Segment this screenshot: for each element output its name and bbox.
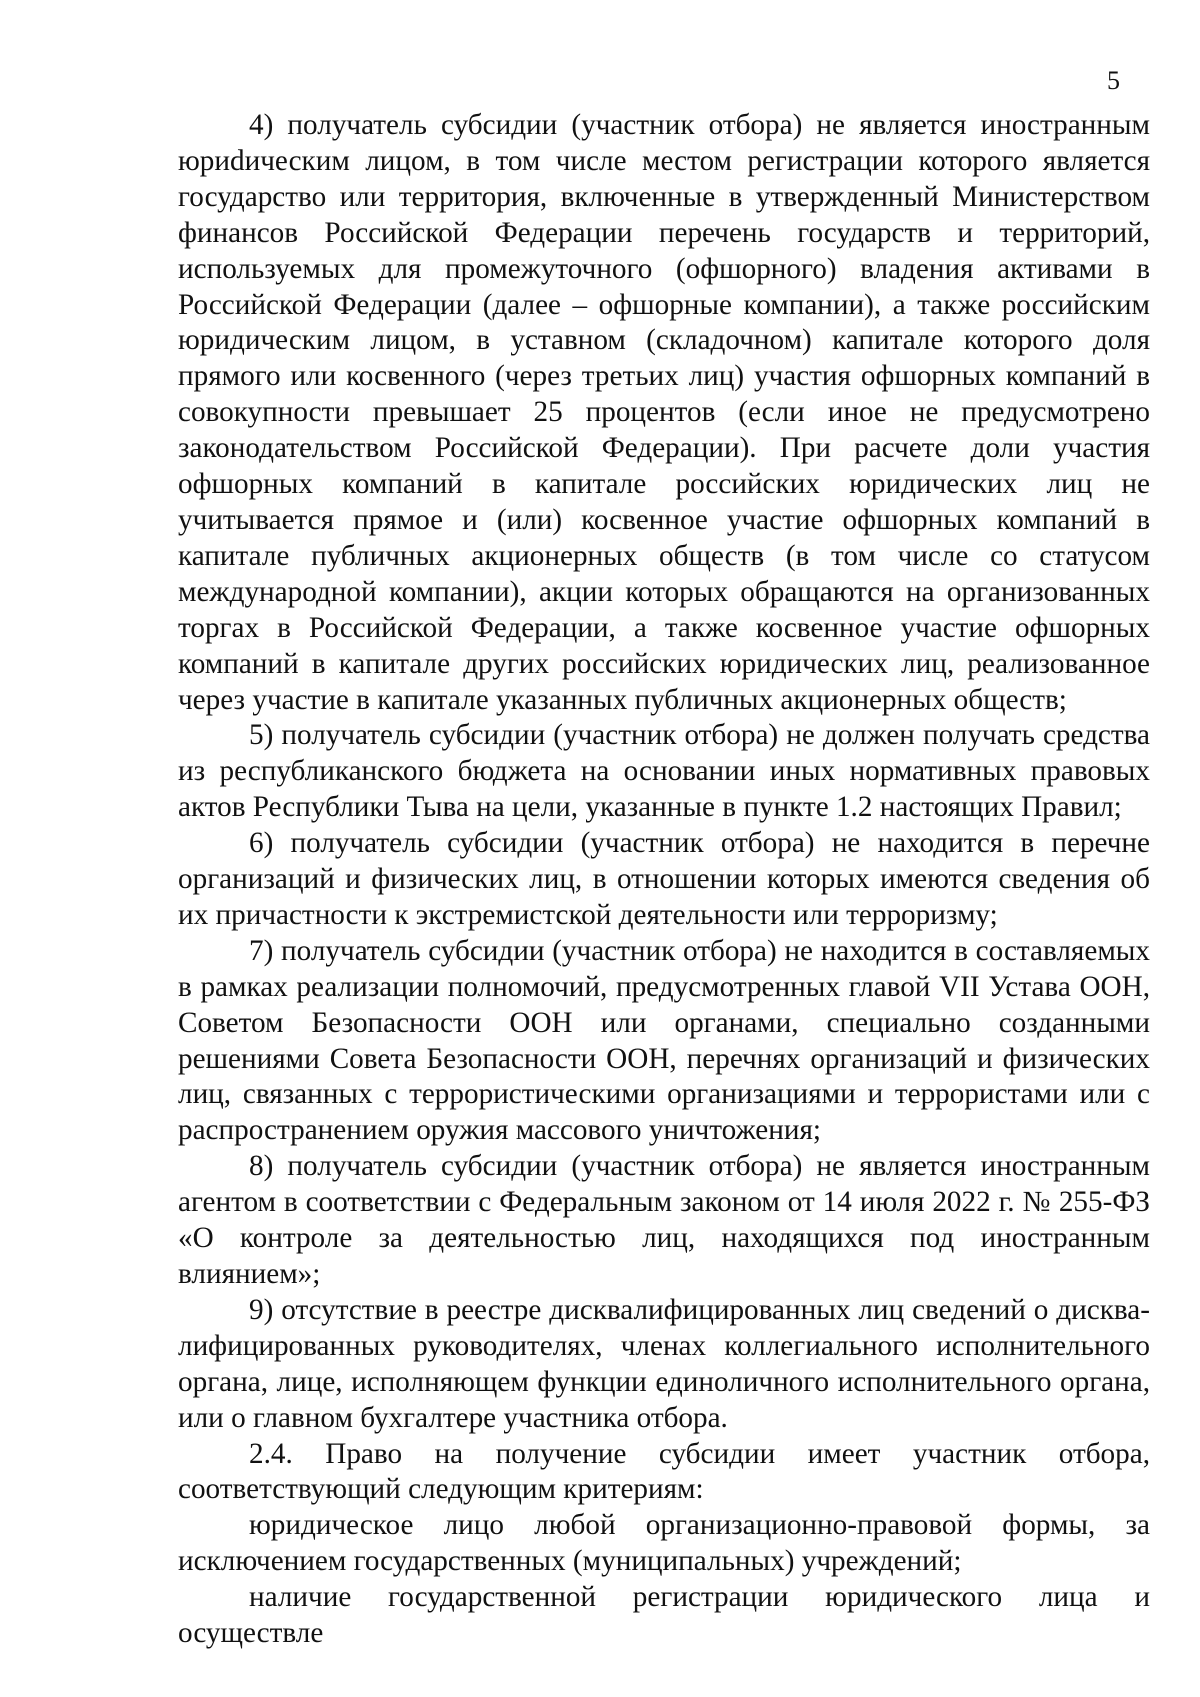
document-body [178, 108, 1150, 1652]
paragraph-criterion-registration: наличие государственной регистрации юридического лица и осуществле [178, 1581, 1150, 1650]
paragraph-item-8: 8) получатель субсидии (участник отбора) не является иностранным агентом в соответствии с Федеральным законом от 14 июля 2022 г. № 255-ФЗ «О контроле за деятельностью лиц, находящихся под иностранным влиянием»; [178, 1150, 1150, 1290]
paragraph-item-4: 4) получатель субсидии (участник отбора) не является иностранным юриdическим лицом, в том числе местом регистрации которого является государство или территория, включенные в утвержденный Министерством финансов Российской Федерации перечень государств и территорий, используемых для промежуточного (офшорного) владения активами в Российской Федерации (далее – офшорные компании), а также российским юридическим лицом, в уставном (складочном) капитале которого доля прямого или косвенного (через третьих лиц) участия офшорных компаний в совокупности превышает 25 процентов (если иное не предусмотрено законодательством Российской Федерации). При расчете доли участия офшорных компаний в капитале российских юридических лиц не учитывается прямое и (или) косвенное участие офшорных компаний в капитале публичных акционерных обществ (в том числе со статусом международной компании), акции которых обращаются на организованных торгах в Российской Федерации, а также косвенное участие офшорных компаний в капитале других российских юридических лиц, реализованное через участие в капитале указанных публичных акционерных обществ; [178, 109, 1150, 716]
paragraph-item-6: 6) получатель субсидии (участник отбора) не находится в перечне организаций и физических лиц, в отношении которых имеются сведения об их причастности к экстремистской деятельности или терроризму; [178, 827, 1150, 931]
page-number: 5 [1107, 66, 1120, 95]
paragraph-item-7: 7) получатель субсидии (участник отбора) не находится в составляемых в рамках реализации полномочий, предусмотренных главой VII Устава ООН, Советом Безопасности ООН или органами, специально созданными решениями Совета Безопасности ООН, перечнях организаций и физических лиц, связанных с террористическими организациями и террористами или с распространением оружия массового уничтожения; [178, 934, 1150, 1147]
paragraph-item-5: 5) получатель субсидии (участник отбора) не должен получать средства из республиканского бюджета на основании иных нормативных правовых актов Республики Тыва на цели, указанные в пункте 1.2 настоящих Правил; [178, 719, 1150, 824]
paragraph-section-2-4: 2.4. Право на получение субсидии имеет участник отбора, соответствующий следующим критериям: [178, 1437, 1150, 1506]
paragraph-item-9: 9) отсутствие в реестре дисквалифицированных лиц сведений о дисквалифицированных руководителях, членах коллегиального исполнительного органа, лице, исполняющем функции единоличного исполнительного органа, или о главном бухгалтере участника отбора. [178, 1293, 1150, 1434]
paragraph-criterion-legal-entity: юридическое лицо любой организационно-правовой формы, за исключением государственных (муниципальных) учреждений; [178, 1509, 1150, 1578]
